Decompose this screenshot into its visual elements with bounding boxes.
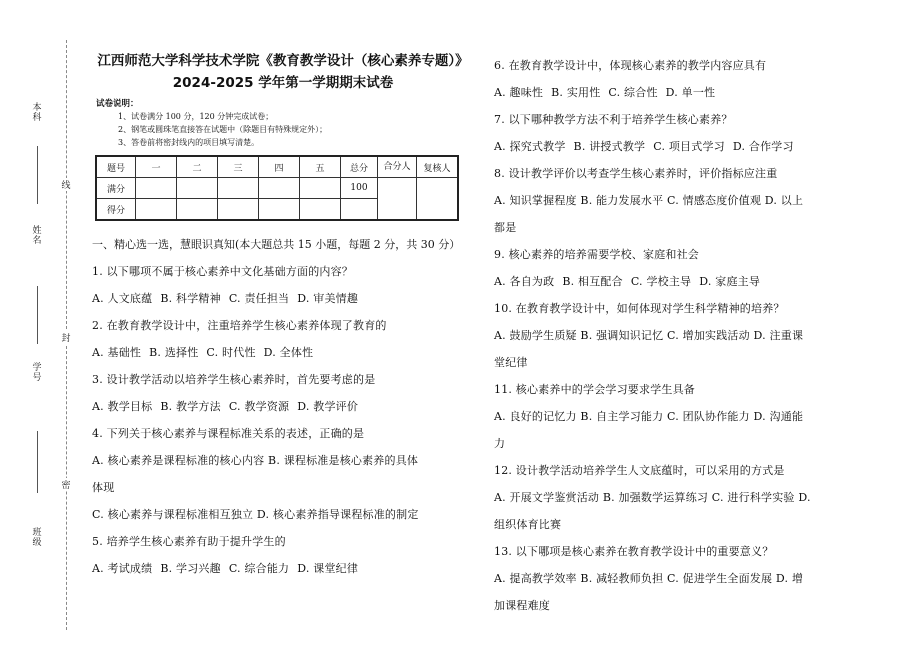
binding-mark-secret: 密 bbox=[61, 478, 71, 491]
score-cell bbox=[300, 178, 341, 199]
question-options-line: C. 核心素养与课程标准相互独立 D. 核心素养指导课程标准的制定 bbox=[92, 508, 419, 521]
score-table-header-row bbox=[96, 156, 458, 178]
score-header-cell: 三 bbox=[218, 156, 259, 178]
instruction-line: 3、答卷前将密封线内的项目填写清楚。 bbox=[118, 138, 260, 147]
exam-term: 2024-2025 学年第一学期期末试卷 bbox=[172, 75, 394, 91]
right-column bbox=[494, 52, 878, 619]
score-cell bbox=[300, 199, 341, 221]
score-row-label: 满分 bbox=[96, 178, 136, 199]
question-options bbox=[92, 393, 474, 420]
question-options-line: 加课程难度 bbox=[494, 599, 550, 612]
question-options bbox=[92, 339, 474, 366]
score-header-cell: 合分人 bbox=[378, 156, 417, 178]
question-options-line: 力 bbox=[494, 437, 506, 450]
option: A. 考试成绩 bbox=[92, 562, 153, 575]
question-options bbox=[494, 133, 878, 160]
question-stem: 8. 设计教学评价以考查学生核心素养时，评价指标应注重 bbox=[494, 167, 778, 180]
question-options-line: 组织体育比赛 bbox=[494, 518, 562, 531]
question-stem: 1. 以下哪项不属于核心素养中文化基础方面的内容？ bbox=[92, 265, 353, 278]
option: B. 学习兴趣 bbox=[160, 562, 221, 575]
question-stem: 9. 核心素养的培养需要学校、家庭和社会 bbox=[494, 248, 699, 261]
question-options bbox=[494, 79, 878, 106]
option: B. 实用性 bbox=[551, 86, 601, 99]
score-header-cell: 四 bbox=[259, 156, 300, 178]
instructions-heading: 试卷说明： bbox=[96, 99, 139, 109]
score-header-cell: 二 bbox=[177, 156, 218, 178]
left-column bbox=[92, 50, 474, 582]
option: C. 教学资源 bbox=[228, 400, 290, 413]
binding-rule bbox=[37, 286, 38, 344]
question-options-line: A. 开展文学鉴赏活动 B. 加强数学运算练习 C. 进行科学实验 D. bbox=[494, 491, 811, 504]
option: A. 基础性 bbox=[92, 346, 142, 359]
question-stem: 7. 以下哪种教学方法不利于培养学生核心素养？ bbox=[494, 113, 733, 126]
option: B. 教学方法 bbox=[160, 400, 221, 413]
score-cell bbox=[218, 199, 259, 221]
option: B. 讲授式教学 bbox=[573, 140, 646, 153]
option: D. 教学评价 bbox=[297, 400, 359, 413]
section-heading: 一、精心选一选，慧眼识真知(本大题总共 15 小题，每题 2 分，共 30 分） bbox=[92, 238, 461, 251]
binding-label-id: 学号 bbox=[32, 363, 42, 383]
score-header-cell: 五 bbox=[300, 156, 341, 178]
score-header-cell: 一 bbox=[136, 156, 177, 178]
question-options bbox=[494, 268, 878, 295]
option: B. 科学精神 bbox=[160, 292, 221, 305]
question-options-line: 都是 bbox=[494, 221, 517, 234]
option: D. 课堂纪律 bbox=[297, 562, 359, 575]
score-cell bbox=[218, 178, 259, 199]
binding-label-name: 姓名 bbox=[32, 226, 42, 246]
option: C. 综合性 bbox=[608, 86, 658, 99]
question-stem: 12. 设计教学活动培养学生人文底蕴时，可以采用的方式是 bbox=[494, 464, 785, 477]
score-cell bbox=[177, 178, 218, 199]
score-cell bbox=[341, 199, 378, 221]
score-header-cell: 题号 bbox=[96, 156, 136, 178]
question-stem: 6. 在教育教学设计中，体现核心素养的教学内容应具有 bbox=[494, 59, 767, 72]
option: C. 综合能力 bbox=[228, 562, 290, 575]
score-cell bbox=[417, 178, 459, 221]
question-options-line: A. 核心素养是课程标准的核心内容 B. 课程标准是核心素养的具体 bbox=[92, 454, 419, 467]
score-header-cell: 总分 bbox=[341, 156, 378, 178]
binding-mark-line: 线 bbox=[61, 178, 71, 191]
option: D. 单一性 bbox=[665, 86, 716, 99]
option: A. 探究式教学 bbox=[494, 140, 566, 153]
instruction-line: 1、试卷满分 100 分，120 分钟完成试卷； bbox=[118, 112, 274, 121]
question-options-line: A. 鼓励学生质疑 B. 强调知识记忆 C. 增加实践活动 D. 注重课 bbox=[494, 329, 804, 342]
score-cell bbox=[177, 199, 218, 221]
score-total-full: 100 bbox=[341, 178, 378, 199]
binding-label-undergrad: 本科 bbox=[32, 103, 42, 123]
score-cell bbox=[136, 178, 177, 199]
question-options-line: 堂纪律 bbox=[494, 356, 528, 369]
binding-mark-seal: 封 bbox=[61, 331, 71, 344]
score-cell bbox=[259, 199, 300, 221]
option: A. 各自为政 bbox=[494, 275, 555, 288]
option: C. 时代性 bbox=[206, 346, 256, 359]
binding-margin bbox=[0, 0, 92, 650]
option: A. 趣味性 bbox=[494, 86, 544, 99]
question-stem: 10. 在教育教学设计中，如何体现对学生科学精神的培养？ bbox=[494, 302, 785, 315]
binding-rule bbox=[37, 146, 38, 204]
instruction-line: 2、钢笔或圆珠笔直接答在试题中（除题目有特殊规定外）； bbox=[118, 125, 328, 134]
question-stem: 2. 在教育教学设计中，注重培养学生核心素养体现了教育的 bbox=[92, 319, 387, 332]
option: D. 全体性 bbox=[263, 346, 314, 359]
score-header-cell: 复核人 bbox=[417, 156, 459, 178]
question-options bbox=[92, 555, 474, 582]
option: C. 项目式学习 bbox=[653, 140, 725, 153]
question-stem: 4. 下列关于核心素养与课程标准关系的表述，正确的是 bbox=[92, 427, 365, 440]
option: D. 审美情趣 bbox=[297, 292, 359, 305]
option: A. 人文底蕴 bbox=[92, 292, 153, 305]
option: A. 教学目标 bbox=[92, 400, 153, 413]
option: D. 合作学习 bbox=[732, 140, 794, 153]
question-stem: 3. 设计教学活动以培养学生核心素养时，首先要考虑的是 bbox=[92, 373, 376, 386]
score-cell bbox=[136, 199, 177, 221]
question-stem: 5. 培养学生核心素养有助于提升学生的 bbox=[92, 535, 286, 548]
question-options bbox=[92, 285, 474, 312]
score-table bbox=[95, 155, 459, 221]
option: D. 家庭主导 bbox=[699, 275, 761, 288]
option: C. 责任担当 bbox=[228, 292, 290, 305]
question-options-line: 体现 bbox=[92, 481, 115, 494]
question-options-line: A. 知识掌握程度 B. 能力发展水平 C. 情感态度价值观 D. 以上 bbox=[494, 194, 804, 207]
binding-label-class: 班级 bbox=[32, 528, 42, 548]
score-cell bbox=[259, 178, 300, 199]
binding-rule bbox=[37, 431, 38, 493]
question-stem: 13. 以下哪项是核心素养在教育教学设计中的重要意义？ bbox=[494, 545, 774, 558]
option: B. 相互配合 bbox=[562, 275, 623, 288]
score-table-row-full bbox=[96, 178, 458, 199]
question-options-line: A. 提高教学效率 B. 减轻教师负担 C. 促进学生全面发展 D. 增 bbox=[494, 572, 804, 585]
exam-title: 江西师范大学科学技术学院《教育教学设计（核心素养专题）》 bbox=[97, 53, 469, 69]
score-row-label: 得分 bbox=[96, 199, 136, 221]
option: C. 学校主导 bbox=[630, 275, 692, 288]
question-options-line: A. 良好的记忆力 B. 自主学习能力 C. 团队协作能力 D. 沟通能 bbox=[494, 410, 804, 423]
score-cell bbox=[378, 178, 417, 221]
option: B. 选择性 bbox=[149, 346, 199, 359]
question-stem: 11. 核心素养中的学会学习要求学生具备 bbox=[494, 383, 695, 396]
